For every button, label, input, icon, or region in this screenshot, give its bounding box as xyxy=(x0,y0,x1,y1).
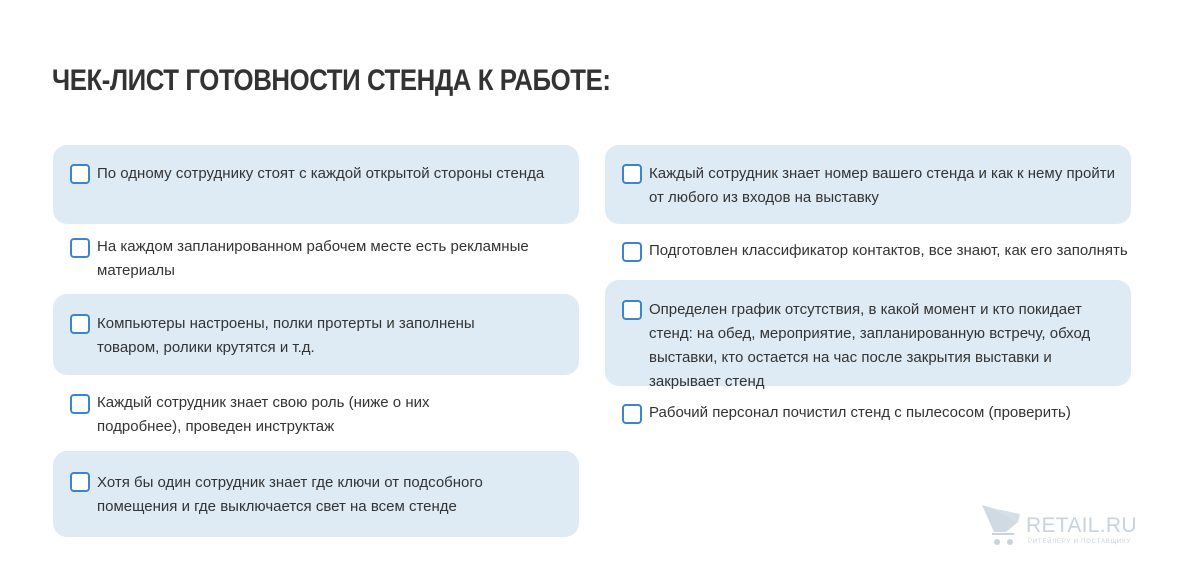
checklist-item-label: Каждый сотрудник знает номер вашего стенда и как к нему пройти от любого из входов на выставку xyxy=(649,165,1115,206)
checklist-item-label: Компьютеры настроены, полки протерты и заполнены товаром, ролики крутятся и т.д. xyxy=(97,315,475,356)
checklist-item-label: Подготовлен классификатор контактов, все знают, как его заполнять xyxy=(649,242,1128,259)
retail-logo xyxy=(980,502,1140,550)
checklist-item xyxy=(53,227,579,291)
checklist-item xyxy=(605,145,1131,224)
checklist-item-label: На каждом запланированном рабочем месте есть рекламные материалы xyxy=(97,238,529,279)
checklist-item xyxy=(53,294,579,375)
checklist-item-label: Рабочий персонал почистил стенд с пылесосом (проверить) xyxy=(649,404,1071,421)
checklist-item xyxy=(53,145,579,224)
checklist-item xyxy=(53,451,579,537)
checkbox[interactable] xyxy=(622,164,642,184)
checkbox[interactable] xyxy=(622,404,642,424)
checkbox[interactable] xyxy=(70,314,90,334)
checklist-item-label: Каждый сотрудник знает свою роль (ниже о них подробнее), проведен инструктаж xyxy=(97,394,430,435)
logo-tagline: РИТЕЙЛЕРУ И ПОСТАВЩИКУ xyxy=(1028,539,1132,545)
checklist-item xyxy=(605,280,1131,390)
checklist-item-label: Определен график отсутствия, в какой момент и кто покидает стенд: на обед, мероприятие, запланированную встречу, обход выставки, кто остается на час после закрытия выставки и закрывает стенд xyxy=(649,301,1091,390)
checkbox[interactable] xyxy=(70,164,90,184)
checklist-item xyxy=(53,383,579,447)
checkbox[interactable] xyxy=(622,300,642,320)
checklist-item xyxy=(605,394,1131,434)
checklist-item-label: По одному сотруднику стоят с каждой открытой стороны стенда xyxy=(97,165,545,182)
checklist-item-label: Хотя бы один сотрудник знает где ключи от подсобного помещения и где выключается свет на всем стенде xyxy=(97,474,483,515)
checkbox[interactable] xyxy=(622,242,642,262)
checkbox[interactable] xyxy=(70,238,90,258)
shopping-cart-icon xyxy=(980,502,1026,548)
page-title: ЧЕК-ЛИСТ ГОТОВНОСТИ СТЕНДА К РАБОТЕ: xyxy=(52,64,611,97)
checkbox[interactable] xyxy=(70,394,90,414)
checklist-item xyxy=(605,232,1131,272)
checkbox[interactable] xyxy=(70,472,90,492)
logo-name: RETAIL.RU xyxy=(1026,514,1137,537)
